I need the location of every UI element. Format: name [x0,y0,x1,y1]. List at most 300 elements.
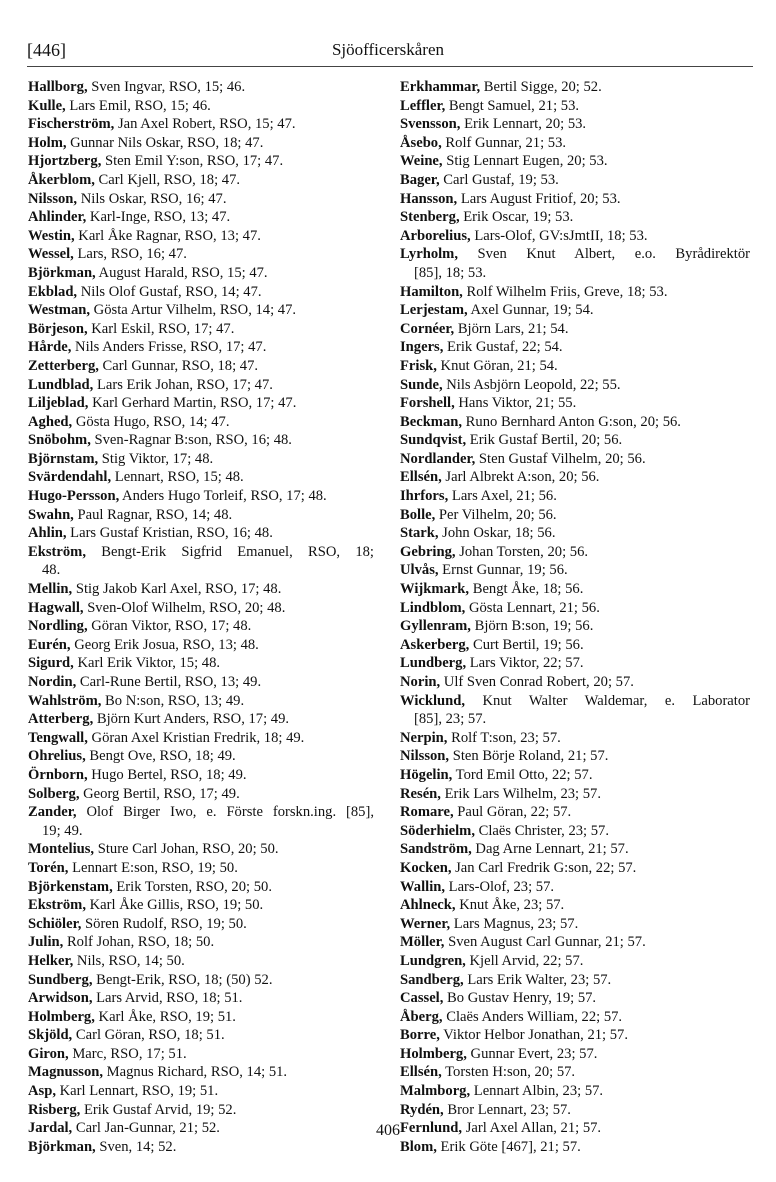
entry-surname: Jardal, [28,1120,73,1137]
index-entry [28,524,374,543]
entry-details: Jan Axel Robert, RSO, 15; 47. [114,116,296,133]
entry-surname: Wessel, [28,246,74,263]
entry-details: Erik Torsten, RSO, 20; 50. [112,878,272,895]
index-entry [28,431,374,450]
entry-details: Knut Åke, 23; 57. [455,897,565,914]
index-entry [400,933,750,952]
entry-details: Bror Lennart, 23; 57. [443,1101,571,1118]
entry-surname: Högelin, [400,766,453,783]
entry-surname: Sundberg, [28,971,93,988]
index-entry [400,766,750,785]
entry-details: Erik Lars Wilhelm, 23; 57. [440,785,602,802]
index-entry [28,413,374,432]
entry-details: Göran Viktor, RSO, 17; 48. [87,618,252,635]
entry-details: Gunnar Nils Oskar, RSO, 18; 47. [66,134,264,151]
index-entry [28,394,374,413]
entry-surname: Giron, [28,1045,69,1062]
entry-details: Jarl Axel Allan, 21; 57. [462,1120,602,1137]
entry-surname: Ekblad, [28,283,78,300]
entry-continuation: [85], 18; 53. [414,264,487,281]
entry-surname: Ekström, [28,897,86,914]
index-entry [28,468,374,487]
entry-details: Lars, RSO, 16; 47. [73,246,187,263]
entry-surname: Holmberg, [400,1045,467,1062]
entry-surname: Snöbohm, [28,432,91,449]
entry-details: Lennart Albin, 23; 57. [470,1083,604,1100]
entry-details: Sture Carl Johan, RSO, 20; 50. [94,841,279,858]
entry-details: Rolf T:son, 23; 57. [447,729,561,746]
entry-details: Nils, RSO, 14; 50. [73,952,185,969]
entry-surname: Ihrfors, [400,488,449,505]
entry-details: Olof Birger Iwo, e. Förste forskn.ing. [85], [76,804,374,821]
entry-surname: Atterberg, [28,711,94,728]
entry-details: Nils Asbjörn Leopold, 22; 55. [442,376,621,393]
index-entry [28,1082,374,1101]
entry-continuation: [85], 23; 57. [414,711,487,728]
entry-details: Sören Rudolf, RSO, 19; 50. [81,915,247,932]
entry-surname: Nilsson, [400,748,450,765]
index-entry [400,617,750,636]
entry-surname: Lundgren, [400,952,466,969]
index-entry [400,171,750,190]
entry-surname: Nordlander, [400,450,476,467]
entry-details: Karl Erik Viktor, 15; 48. [73,655,221,672]
entry-surname: Björkman, [28,1138,96,1155]
index-entry [28,1045,374,1064]
entry-details: Sten Emil Y:son, RSO, 17; 47. [101,153,284,170]
index-entry [400,747,750,766]
index-entry [28,1101,374,1120]
page-reference: [446] [27,40,66,60]
entry-details: Sven August Carl Gunnar, 21; 57. [444,934,646,951]
entry-surname: Resén, [400,785,441,802]
entry-surname: Norin, [400,674,441,690]
entry-surname: Ellsén, [400,1064,442,1081]
entry-surname: Sigurd, [28,655,74,672]
entry-surname: Gebring, [400,543,456,560]
index-entry [400,878,750,897]
entry-surname: Werner, [400,915,451,932]
index-entry [400,785,750,804]
entry-details: Karl Åke, RSO, 19; 51. [94,1008,236,1025]
index-entry [400,729,750,748]
index-entry [400,692,750,729]
index-entry [28,785,374,804]
index-entry [28,115,374,134]
entry-details: Lars Viktor, 22; 57. [466,655,584,672]
entry-details: Gösta Artur Vilhelm, RSO, 14; 47. [90,302,297,319]
index-entry [28,599,374,618]
entry-details: Paul Göran, 22; 57. [453,804,572,821]
entry-surname: Ingers, [400,339,444,356]
index-entry [400,859,750,878]
entry-details: Axel Gunnar, 19; 54. [467,302,594,319]
index-entry [28,1008,374,1027]
entry-details: Carl-Rune Bertil, RSO, 13; 49. [76,674,262,690]
index-entry [28,97,374,116]
entry-details: Lennart, RSO, 15; 48. [111,469,244,486]
index-entry [28,729,374,748]
entry-surname: Wicklund, [400,692,466,709]
index-entry [400,580,750,599]
index-entry [28,506,374,525]
entry-surname: Björnstam, [28,450,99,467]
index-entry [28,78,374,97]
entry-details: Hans Viktor, 21; 55. [454,395,577,412]
index-entry [400,1082,750,1101]
entry-surname: Fischerström, [28,116,115,133]
entry-surname: Liljeblad, [28,395,89,412]
entry-details: Viktor Helbor Jonathan, 21; 57. [439,1027,629,1044]
index-entry [28,301,374,320]
entry-surname: Sunde, [400,376,443,393]
index-entry [400,152,750,171]
index-entry [400,283,750,302]
index-entry [28,190,374,209]
index-entry [28,896,374,915]
entry-details: Karl Lennart, RSO, 19; 51. [55,1083,219,1100]
entry-surname: Westin, [28,227,75,244]
entry-surname: Möller, [400,934,445,951]
index-entry [400,673,750,692]
entry-details: Runo Bernhard Anton G:son, 20; 56. [462,413,681,430]
index-entry [400,97,750,116]
index-entry [28,487,374,506]
entry-details: Stig Jakob Karl Axel, RSO, 17; 48. [72,581,282,598]
entry-surname: Örnborn, [28,766,88,783]
index-entry [28,245,374,264]
entry-details: Sven-Ragnar B:son, RSO, 16; 48. [90,432,292,449]
entry-surname: Nordin, [28,674,77,690]
index-entry [28,338,374,357]
entry-details: Gösta Hugo, RSO, 14; 47. [72,413,230,430]
entry-surname: Beckman, [400,413,463,430]
index-entry [400,468,750,487]
index-entry [28,803,374,840]
index-entry [28,376,374,395]
entry-surname: Hansson, [400,190,458,207]
index-entry [28,971,374,990]
index-entry [400,636,750,655]
entry-details: Björn Kurt Anders, RSO, 17; 49. [93,711,290,728]
entry-surname: Stark, [400,525,439,542]
entry-details: Rolf Johan, RSO, 18; 50. [63,934,215,951]
entry-details: Paul Ragnar, RSO, 14; 48. [73,506,233,523]
entry-details: Nils Anders Frisse, RSO, 17; 47. [71,339,267,356]
page-number: 406 [376,1122,400,1139]
entry-surname: Söderhielm, [400,822,475,839]
entry-details: Lars Axel, 21; 56. [448,488,557,505]
index-entry [28,933,374,952]
entry-details: Lars Arvid, RSO, 18; 51. [92,990,243,1007]
entry-details: Bengt-Erik Sigfrid Emanuel, RSO, 18; [85,543,374,560]
entry-surname: Aghed, [28,413,73,430]
index-entry [28,878,374,897]
entry-surname: Kocken, [400,859,452,876]
entry-details: Sten Gustaf Vilhelm, 20; 56. [475,450,646,467]
entry-surname: Hagwall, [28,599,84,616]
entry-surname: Sandberg, [400,971,464,988]
entry-details: Johan Torsten, 20; 56. [455,543,589,560]
entry-surname: Åsebo, [400,134,442,151]
index-entry [28,636,374,655]
index-entry [28,543,374,580]
entry-details: Carl Kjell, RSO, 18; 47. [94,171,241,188]
index-entry [28,320,374,339]
entry-surname: Askerberg, [400,636,470,653]
entry-surname: Fernlund, [400,1120,463,1137]
header-rule [27,66,753,67]
index-entry [400,599,750,618]
entry-surname: Arwidson, [28,990,93,1007]
index-entry [400,1045,750,1064]
entry-details: Björn Lars, 21; 54. [454,320,569,337]
index-entry [400,989,750,1008]
entry-surname: Åberg, [400,1008,443,1025]
index-entry [400,487,750,506]
entry-surname: Wahlström, [28,692,102,709]
entry-details: Sven, 14; 52. [95,1138,177,1155]
index-entry [28,654,374,673]
index-entry [400,1063,750,1082]
entry-surname: Swahn, [28,506,74,523]
index-entry [400,115,750,134]
entry-details: Lars Emil, RSO, 15; 46. [65,97,211,114]
entry-details: Nils Oskar, RSO, 16; 47. [77,190,227,207]
index-entry [400,1008,750,1027]
index-entry [28,1138,374,1157]
entry-details: Georg Erik Josua, RSO, 13; 48. [70,636,259,653]
index-entry [400,190,750,209]
entry-surname: Westman, [28,302,91,319]
entry-surname: Svärdendahl, [28,469,112,486]
index-entry [400,134,750,153]
entry-details: Lars-Olof, GV:sJmtII, 18; 53. [470,227,648,244]
entry-details: Carl Gustaf, 19; 53. [439,171,559,188]
index-entry [400,915,750,934]
entry-surname: Ahlneck, [400,897,456,914]
entry-details: Bengt-Erik, RSO, 18; (50) 52. [92,971,273,988]
entry-details: Karl Åke Ragnar, RSO, 13; 47. [74,227,261,244]
entry-surname: Arborelius, [400,227,471,244]
entry-surname: Mellin, [28,581,73,598]
entry-details: Sven Knut Albert, e.o. Byrådirektör [457,246,750,263]
index-entry [400,840,750,859]
entry-surname: Bolle, [400,506,436,523]
entry-details: Bo Gustav Henry, 19; 57. [443,990,597,1007]
entry-details: Bengt Ove, RSO, 18; 49. [85,748,236,765]
index-entry [400,524,750,543]
index-entry [400,227,750,246]
left-column [28,78,374,1156]
index-entry [28,152,374,171]
entry-surname: Börjeson, [28,320,88,337]
entry-details: Tord Emil Otto, 22; 57. [452,766,593,783]
index-entry [28,692,374,711]
entry-surname: Schiöler, [28,915,82,932]
entry-surname: Lerjestam, [400,302,468,319]
index-entry [28,859,374,878]
running-title: Sjöofficerskåren [331,40,445,59]
entry-surname: Rydén, [400,1101,444,1118]
entry-details: Sten Börje Roland, 21; 57. [449,748,609,765]
index-entry [400,561,750,580]
entry-surname: Magnusson, [28,1064,104,1081]
entry-surname: Ahlin, [28,525,67,542]
entry-surname: Leffler, [400,97,446,114]
entry-details: John Oskar, 18; 56. [438,525,556,542]
entry-details: Dag Arne Lennart, 21; 57. [471,841,629,858]
entry-surname: Lundblad, [28,376,94,393]
entry-details: Karl Åke Gillis, RSO, 19; 50. [85,897,264,914]
index-entry [400,822,750,841]
index-entry [400,413,750,432]
entry-surname: Kulle, [28,97,66,114]
entry-surname: Erkhammar, [400,79,481,95]
index-entry [400,208,750,227]
index-entry [28,766,374,785]
entry-details: Erik Gustaf Bertil, 20; 56. [466,432,623,449]
index-entry [400,376,750,395]
index-entry [400,450,750,469]
entry-surname: Forshell, [400,395,455,412]
entry-details: Lars Magnus, 23; 57. [450,915,579,932]
entry-details: Sven Ingvar, RSO, 15; 46. [87,79,246,95]
index-entry [28,580,374,599]
entry-details: Curt Bertil, 19; 56. [469,636,584,653]
index-entry [28,747,374,766]
entry-details: Per Vilhelm, 20; 56. [435,506,557,523]
entry-details: Torsten H:son, 20; 57. [441,1064,576,1081]
entry-surname: Cornéer, [400,320,455,337]
entry-details: Knut Walter Waldemar, e. Laborator [465,692,750,709]
entry-surname: Helker, [28,952,74,969]
entry-details: Lennart E:son, RSO, 19; 50. [68,859,238,876]
index-entry [400,543,750,562]
entry-surname: Nerpin, [400,729,448,746]
entry-surname: Hamilton, [400,283,463,300]
entry-surname: Hårde, [28,339,72,356]
entry-surname: Björkman, [28,264,96,281]
index-entry [400,1138,750,1157]
entry-details: Hugo Bertel, RSO, 18; 49. [87,766,247,783]
entry-surname: Ahlinder, [28,209,87,226]
entry-surname: Ohrelius, [28,748,86,765]
entry-surname: Lundberg, [400,655,467,672]
entry-details: Magnus Richard, RSO, 14; 51. [103,1064,288,1081]
entry-details: Björn B:son, 19; 56. [470,618,594,635]
index-entry [400,654,750,673]
entry-surname: Stenberg, [400,209,460,226]
index-entry [28,915,374,934]
index-entry [28,134,374,153]
entry-details: Sven-Olof Wilhelm, RSO, 20; 48. [83,599,286,616]
entry-surname: Solberg, [28,785,80,802]
entry-surname: Sundqvist, [400,432,467,449]
index-entry [400,971,750,990]
index-entry [28,710,374,729]
entry-details: Rolf Gunnar, 21; 53. [441,134,567,151]
index-entry [28,989,374,1008]
index-entry [28,227,374,246]
index-entry [400,245,750,282]
entry-surname: Åkerblom, [28,171,95,188]
entry-surname: Julin, [28,934,64,951]
entry-continuation: 19; 49. [42,822,83,839]
entry-details: Erik Oscar, 19; 53. [459,209,574,226]
entry-details: Karl Gerhard Martin, RSO, 17; 47. [88,395,297,412]
entry-surname: Torén, [28,859,69,876]
entry-details: Anders Hugo Torleif, RSO, 17; 48. [119,488,327,505]
entry-surname: Ekström, [28,543,86,560]
index-entry [28,952,374,971]
entry-details: Bo N:son, RSO, 13; 49. [101,692,245,709]
entry-surname: Tengwall, [28,729,88,746]
entry-surname: Nordling, [28,618,88,635]
entry-surname: Gyllenram, [400,618,471,635]
index-entry [400,338,750,357]
index-entry [28,283,374,302]
entry-details: Bertil Sigge, 20; 52. [480,79,602,95]
entry-details: Karl-Inge, RSO, 13; 47. [86,209,231,226]
entry-details: Carl Jan-Gunnar, 21; 52. [72,1120,220,1137]
index-entry [28,264,374,283]
entry-surname: Hjortzberg, [28,153,102,170]
index-entry [400,506,750,525]
entry-surname: Zetterberg, [28,357,99,374]
entry-surname: Montelius, [28,841,95,858]
entry-details: Stig Viktor, 17; 48. [98,450,214,467]
entry-surname: Romare, [400,804,454,821]
entry-details: Lars Erik Johan, RSO, 17; 47. [93,376,273,393]
index-entry [28,450,374,469]
index-entry [400,952,750,971]
entry-surname: Lyrholm, [400,246,458,263]
entry-surname: Borre, [400,1027,440,1044]
index-entry [28,357,374,376]
entry-details: Claës Anders William, 22; 57. [442,1008,623,1025]
entry-surname: Weine, [400,153,443,170]
entry-surname: Nilsson, [28,190,78,207]
entry-details: Bengt Åke, 18; 56. [469,581,584,598]
entry-details: Kjell Arvid, 22; 57. [465,952,584,969]
entry-details: Lars Erik Walter, 23; 57. [463,971,612,988]
entry-details: Knut Göran, 21; 54. [436,357,558,374]
entry-details: Erik Lennart, 20; 53. [460,116,587,133]
entry-details: Ernst Gunnar, 19; 56. [438,562,568,579]
entry-surname: Skjöld, [28,1027,73,1044]
index-entry [28,171,374,190]
entry-surname: Hugo-Persson, [28,488,120,505]
entry-details: Ulf Sven Conrad Robert, 20; 57. [440,674,634,690]
entry-surname: Ulvås, [400,562,439,579]
entry-surname: Wijkmark, [400,581,470,598]
index-entry [400,803,750,822]
entry-details: Claës Christer, 23; 57. [475,822,609,839]
index-entry [28,673,374,692]
index-entry [400,1026,750,1045]
entry-details: Lars August Fritiof, 20; 53. [457,190,621,207]
entry-surname: Frisk, [400,357,437,374]
index-entry [28,617,374,636]
entry-details: Jan Carl Fredrik G:son, 22; 57. [451,859,637,876]
entry-surname: Sandström, [400,841,472,858]
entry-details: Jarl Albrekt A:son, 20; 56. [441,469,600,486]
entry-details: Göran Axel Kristian Fredrik, 18; 49. [87,729,305,746]
entry-surname: Holm, [28,134,67,151]
right-column [400,78,750,1156]
index-entry [400,896,750,915]
